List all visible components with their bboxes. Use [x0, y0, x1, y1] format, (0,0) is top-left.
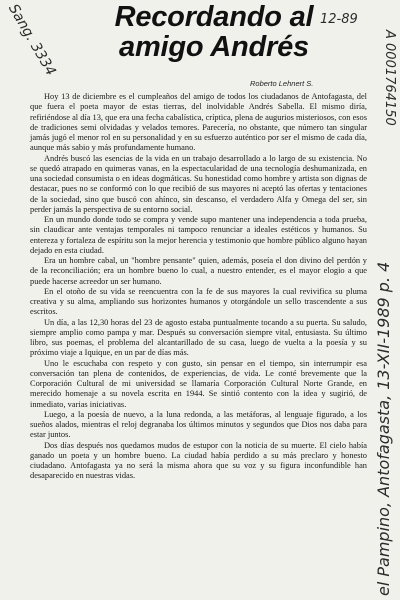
paragraph-4: Era un hombre cabal, un "hombre pensante" quien, además, poseía el don divino del perdón y de la reconciliación; era un hombre bueno lo cual, a nuestro entender, es el mayor elogio a que puede hacerse acreedor un ser humano. — [30, 256, 367, 286]
title-line-1: Recordando al — [114, 1, 314, 33]
paragraph-6: Un día, a las 12,30 horas del 23 de agosto estaba puntualmente tocando a su puerta. Su saludo, siempre amplio como pampa y mar. Después su conversación siempre vital, entusiasta. Su último libro, sus poemas, el problema del alcantarillado de su casa, luego de vuelta a la poesía y su próximo viaje a Iquique, en un par de días más. — [30, 317, 367, 358]
article-title — [84, 2, 344, 62]
handwritten-date: 12-89 — [320, 12, 358, 27]
handwritten-catalog-number: A 0001764150 — [382, 30, 397, 126]
paragraph-7: Uno le escuchaba con respeto y con gusto, sin pensar en el tiempo, sin interrumpir esa conversación tan plena de contenidos, de experiencias, de vida. Le conté brevemente que la Corporación Cultural de mi universidad se llamaría Corporación Cultural Norte Grande, en merecido homenaje a su novela escrita en 1944. Se sintió contento con la idea y sugirió, de inmediato, varias iniciativas. — [30, 358, 367, 409]
paragraph-8: Luego, a la poesía de nuevo, a la luna redonda, a las metáforas, al lenguaje figurado, a los sueños alados, mientras el reloj degranaba los últimos minutos y segundos que Dios nos daba para estar juntos. — [30, 409, 367, 440]
paragraph-1: Hoy 13 de diciembre es el cumpleaños del amigo de todos los ciudadanos de Antofagasta, del que fuera el poeta mayor de estas tierras, del inolvidable Andrés Sabella. El mismo diría, refiriéndose al día 13, que era una fecha cabalística, críptica, plena de augurios misteriosos, con esos de tradiciones semi olvidadas y velados temores. Parecería, no obstante, que número tan singular jamás jugó el menor rol en su personalidad y en su esfuerzo auténtico por ser el mismo de cada día, aunque más sabio y más profundamente humano. — [30, 92, 367, 153]
handwritten-left-note: Sang. 3334 — [5, 1, 59, 79]
byline: Roberto Lehnert S. — [250, 79, 314, 88]
title-line-2: amigo Andrés — [119, 31, 309, 63]
article-body — [30, 92, 367, 482]
paragraph-2: Andrés buscó las esencias de la vida en un trabajo desarrollado a lo largo de su existencia. No se quedó atrapado en quimeras vanas, en la espectacularidad de una tecnología deshumanizada, en una sociedad consumista o en ideas dogmáticas. Su honestidad como hombre y artista son dignas de destacar, pues no se conformó con lo que recibió de sus mayores ni aceptó las ofertas y tentaciones de la sociedad, sino que buscó con ahínco, sin descanso, el verdadero Alfa y Omega del ser, sin perder jamás la perspectiva de su entorno social. — [30, 153, 367, 214]
paragraph-5: En el otoño de su vida se reencuentra con la fe de sus mayores la cual revivifica su pluma creativa y su alma, ampliando sus horizontes humanos y otorgándole un sello trascendente a sus escritos. — [30, 286, 367, 317]
paragraph-9: Dos días después nos quedamos mudos de estupor con la noticia de su muerte. El cielo había ganado un poeta y un hombre bueno. La ciudad había perdido a su más preclaro y honesto ciudadano. Antofagasta ya no será la misma ahora que su voz y su figura inconfundible han desaparecido en nuestras vidas. — [30, 440, 367, 481]
handwritten-source-note: el Pampino, Antofagasta, 13-XII-1989 p. 4 — [374, 261, 393, 596]
paragraph-3: En un mundo donde todo se compra y vende supo mantener una independencia a toda prueba, sin claudicar ante ventajas temporales ni tampoco renunciar a ideales estéticos y humanos. Su entereza y fortaleza de espíritu son la mejor herencia y testimonio que hombre público alguno hayan dejado en esta ciudad. — [30, 215, 367, 255]
